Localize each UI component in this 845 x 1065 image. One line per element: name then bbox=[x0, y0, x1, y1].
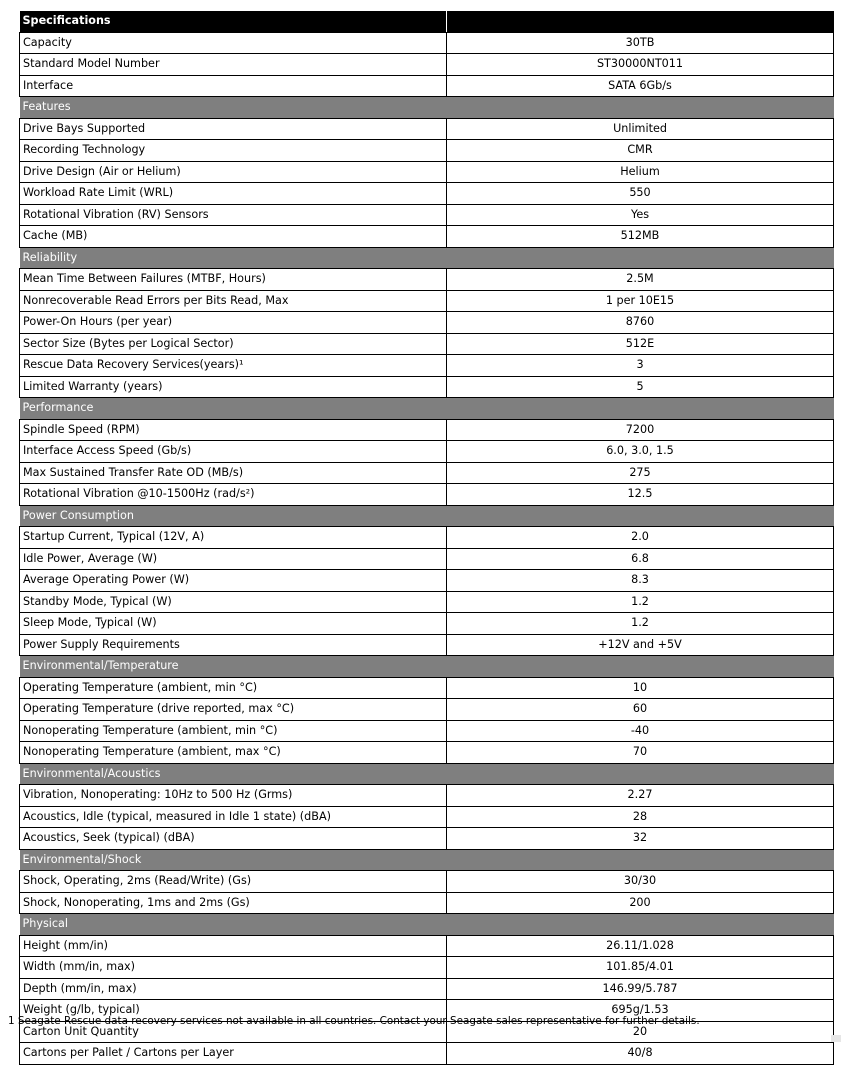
footnote: 1 Seagate Rescue data recovery services not available in all countries. Contact your Seagate sales representative for further details. bbox=[8, 1015, 700, 1027]
spec-value: 30TB bbox=[447, 32, 834, 54]
spec-row bbox=[20, 720, 834, 742]
section-heading-blank bbox=[447, 505, 834, 527]
section-heading: Power Consumption bbox=[20, 505, 447, 527]
spec-label: Power-On Hours (per year) bbox=[20, 312, 447, 334]
spec-row bbox=[20, 742, 834, 764]
spec-row bbox=[20, 118, 834, 140]
spec-value: 3 bbox=[447, 355, 834, 377]
spec-row bbox=[20, 591, 834, 613]
section-heading: Environmental/Acoustics bbox=[20, 763, 447, 785]
spec-label: Capacity bbox=[20, 32, 447, 54]
spec-label: Operating Temperature (drive reported, max °C) bbox=[20, 699, 447, 721]
spec-label: Nonrecoverable Read Errors per Bits Read, Max bbox=[20, 290, 447, 312]
spec-value: -40 bbox=[447, 720, 834, 742]
spec-value: ST30000NT011 bbox=[447, 54, 834, 76]
spec-row bbox=[20, 548, 834, 570]
section-heading: Environmental/Temperature bbox=[20, 656, 447, 678]
spec-value: 7200 bbox=[447, 419, 834, 441]
spec-label: Workload Rate Limit (WRL) bbox=[20, 183, 447, 205]
spec-value: Yes bbox=[447, 204, 834, 226]
spec-label: Power Supply Requirements bbox=[20, 634, 447, 656]
section-heading-blank bbox=[447, 763, 834, 785]
section-header-row bbox=[20, 97, 834, 119]
spec-row bbox=[20, 333, 834, 355]
section-heading: Performance bbox=[20, 398, 447, 420]
spec-value: 1.2 bbox=[447, 591, 834, 613]
section-heading: Features bbox=[20, 97, 447, 119]
section-header-row bbox=[20, 247, 834, 269]
spec-label: Sleep Mode, Typical (W) bbox=[20, 613, 447, 635]
spec-value: 60 bbox=[447, 699, 834, 721]
spec-row bbox=[20, 54, 834, 76]
spec-label: Max Sustained Transfer Rate OD (MB/s) bbox=[20, 462, 447, 484]
spec-row bbox=[20, 226, 834, 248]
table-header-blank bbox=[447, 11, 834, 32]
spec-value: Helium bbox=[447, 161, 834, 183]
spec-label: Height (mm/in) bbox=[20, 935, 447, 957]
spec-value: 6.0, 3.0, 1.5 bbox=[447, 441, 834, 463]
spec-label: Recording Technology bbox=[20, 140, 447, 162]
spec-label: Rotational Vibration (RV) Sensors bbox=[20, 204, 447, 226]
spec-row bbox=[20, 355, 834, 377]
spec-row bbox=[20, 527, 834, 549]
spec-label: Shock, Operating, 2ms (Read/Write) (Gs) bbox=[20, 871, 447, 893]
spec-row bbox=[20, 484, 834, 506]
spec-label: Cache (MB) bbox=[20, 226, 447, 248]
section-heading: Environmental/Shock bbox=[20, 849, 447, 871]
spec-value: 12.5 bbox=[447, 484, 834, 506]
spec-value: 6.8 bbox=[447, 548, 834, 570]
spec-label: Standard Model Number bbox=[20, 54, 447, 76]
spec-value: 8760 bbox=[447, 312, 834, 334]
spec-row bbox=[20, 634, 834, 656]
spec-value: 8.3 bbox=[447, 570, 834, 592]
table-title: Specifications bbox=[20, 11, 447, 32]
spec-row bbox=[20, 871, 834, 893]
spec-row bbox=[20, 75, 834, 97]
section-header-row bbox=[20, 505, 834, 527]
table-header-row bbox=[20, 11, 834, 32]
spec-row bbox=[20, 699, 834, 721]
spec-value: 2.27 bbox=[447, 785, 834, 807]
spec-value: SATA 6Gb/s bbox=[447, 75, 834, 97]
spec-label: Interface Access Speed (Gb/s) bbox=[20, 441, 447, 463]
spec-value: 1.2 bbox=[447, 613, 834, 635]
spec-row bbox=[20, 290, 834, 312]
spec-value: 2.0 bbox=[447, 527, 834, 549]
spec-label: Weight (g/lb, typical) bbox=[20, 1000, 447, 1022]
spec-value: 30/30 bbox=[447, 871, 834, 893]
section-heading-blank bbox=[447, 656, 834, 678]
spec-row bbox=[20, 570, 834, 592]
spec-value: 20 bbox=[447, 1021, 834, 1043]
page-corner-mark bbox=[831, 1035, 841, 1042]
spec-row bbox=[20, 204, 834, 226]
spec-label: Spindle Speed (RPM) bbox=[20, 419, 447, 441]
spec-row bbox=[20, 441, 834, 463]
section-heading-blank bbox=[447, 97, 834, 119]
section-heading: Physical bbox=[20, 914, 447, 936]
spec-label: Average Operating Power (W) bbox=[20, 570, 447, 592]
spec-row bbox=[20, 312, 834, 334]
spec-value: 512MB bbox=[447, 226, 834, 248]
spec-label: Depth (mm/in, max) bbox=[20, 978, 447, 1000]
spec-row bbox=[20, 828, 834, 850]
section-heading-blank bbox=[447, 247, 834, 269]
spec-row bbox=[20, 613, 834, 635]
spec-value: 1 per 10E15 bbox=[447, 290, 834, 312]
spec-value: 26.11/1.028 bbox=[447, 935, 834, 957]
spec-value: 275 bbox=[447, 462, 834, 484]
section-header-row bbox=[20, 656, 834, 678]
spec-label: Nonoperating Temperature (ambient, max °C) bbox=[20, 742, 447, 764]
spec-row bbox=[20, 892, 834, 914]
spec-value: 32 bbox=[447, 828, 834, 850]
spec-label: Drive Design (Air or Helium) bbox=[20, 161, 447, 183]
spec-value: +12V and +5V bbox=[447, 634, 834, 656]
spec-label: Mean Time Between Failures (MTBF, Hours) bbox=[20, 269, 447, 291]
spec-row bbox=[20, 806, 834, 828]
section-header-row bbox=[20, 398, 834, 420]
spec-label: Cartons per Pallet / Cartons per Layer bbox=[20, 1043, 447, 1065]
spec-row bbox=[20, 1043, 834, 1065]
spec-label: Rotational Vibration @10-1500Hz (rad/s²) bbox=[20, 484, 447, 506]
spec-row bbox=[20, 32, 834, 54]
section-heading: Reliability bbox=[20, 247, 447, 269]
spec-label: Carton Unit Quantity bbox=[20, 1021, 447, 1043]
section-heading-blank bbox=[447, 398, 834, 420]
spec-label: Width (mm/in, max) bbox=[20, 957, 447, 979]
spec-value: 40/8 bbox=[447, 1043, 834, 1065]
spec-row bbox=[20, 419, 834, 441]
spec-label: Shock, Nonoperating, 1ms and 2ms (Gs) bbox=[20, 892, 447, 914]
spec-value: 512E bbox=[447, 333, 834, 355]
spec-value: 101.85/4.01 bbox=[447, 957, 834, 979]
spec-label: Interface bbox=[20, 75, 447, 97]
spec-row bbox=[20, 785, 834, 807]
spec-value: 10 bbox=[447, 677, 834, 699]
spec-label: Operating Temperature (ambient, min °C) bbox=[20, 677, 447, 699]
spec-label: Startup Current, Typical (12V, A) bbox=[20, 527, 447, 549]
spec-row bbox=[20, 269, 834, 291]
section-heading-blank bbox=[447, 914, 834, 936]
spec-value: 550 bbox=[447, 183, 834, 205]
spec-row bbox=[20, 161, 834, 183]
spec-value: 28 bbox=[447, 806, 834, 828]
spec-value: 146.99/5.787 bbox=[447, 978, 834, 1000]
spec-label: Acoustics, Seek (typical) (dBA) bbox=[20, 828, 447, 850]
spec-value: Unlimited bbox=[447, 118, 834, 140]
section-header-row bbox=[20, 763, 834, 785]
spec-label: Sector Size (Bytes per Logical Sector) bbox=[20, 333, 447, 355]
section-header-row bbox=[20, 849, 834, 871]
spec-value: 200 bbox=[447, 892, 834, 914]
spec-label: Drive Bays Supported bbox=[20, 118, 447, 140]
spec-label: Acoustics, Idle (typical, measured in Idle 1 state) (dBA) bbox=[20, 806, 447, 828]
spec-value: CMR bbox=[447, 140, 834, 162]
spec-label: Nonoperating Temperature (ambient, min °C) bbox=[20, 720, 447, 742]
spec-value: 5 bbox=[447, 376, 834, 398]
spec-row bbox=[20, 978, 834, 1000]
spec-row bbox=[20, 376, 834, 398]
specifications-table bbox=[19, 11, 834, 1065]
spec-value: 70 bbox=[447, 742, 834, 764]
spec-value: 695g/1.53 bbox=[447, 1000, 834, 1022]
spec-row bbox=[20, 183, 834, 205]
spec-label: Standby Mode, Typical (W) bbox=[20, 591, 447, 613]
section-heading-blank bbox=[447, 849, 834, 871]
spec-row bbox=[20, 677, 834, 699]
spec-row bbox=[20, 462, 834, 484]
spec-label: Idle Power, Average (W) bbox=[20, 548, 447, 570]
spec-row bbox=[20, 140, 834, 162]
spec-row bbox=[20, 957, 834, 979]
spec-row bbox=[20, 935, 834, 957]
spec-label: Limited Warranty (years) bbox=[20, 376, 447, 398]
spec-label: Vibration, Nonoperating: 10Hz to 500 Hz (Grms) bbox=[20, 785, 447, 807]
spec-label: Rescue Data Recovery Services(years)¹ bbox=[20, 355, 447, 377]
section-header-row bbox=[20, 914, 834, 936]
spec-value: 2.5M bbox=[447, 269, 834, 291]
